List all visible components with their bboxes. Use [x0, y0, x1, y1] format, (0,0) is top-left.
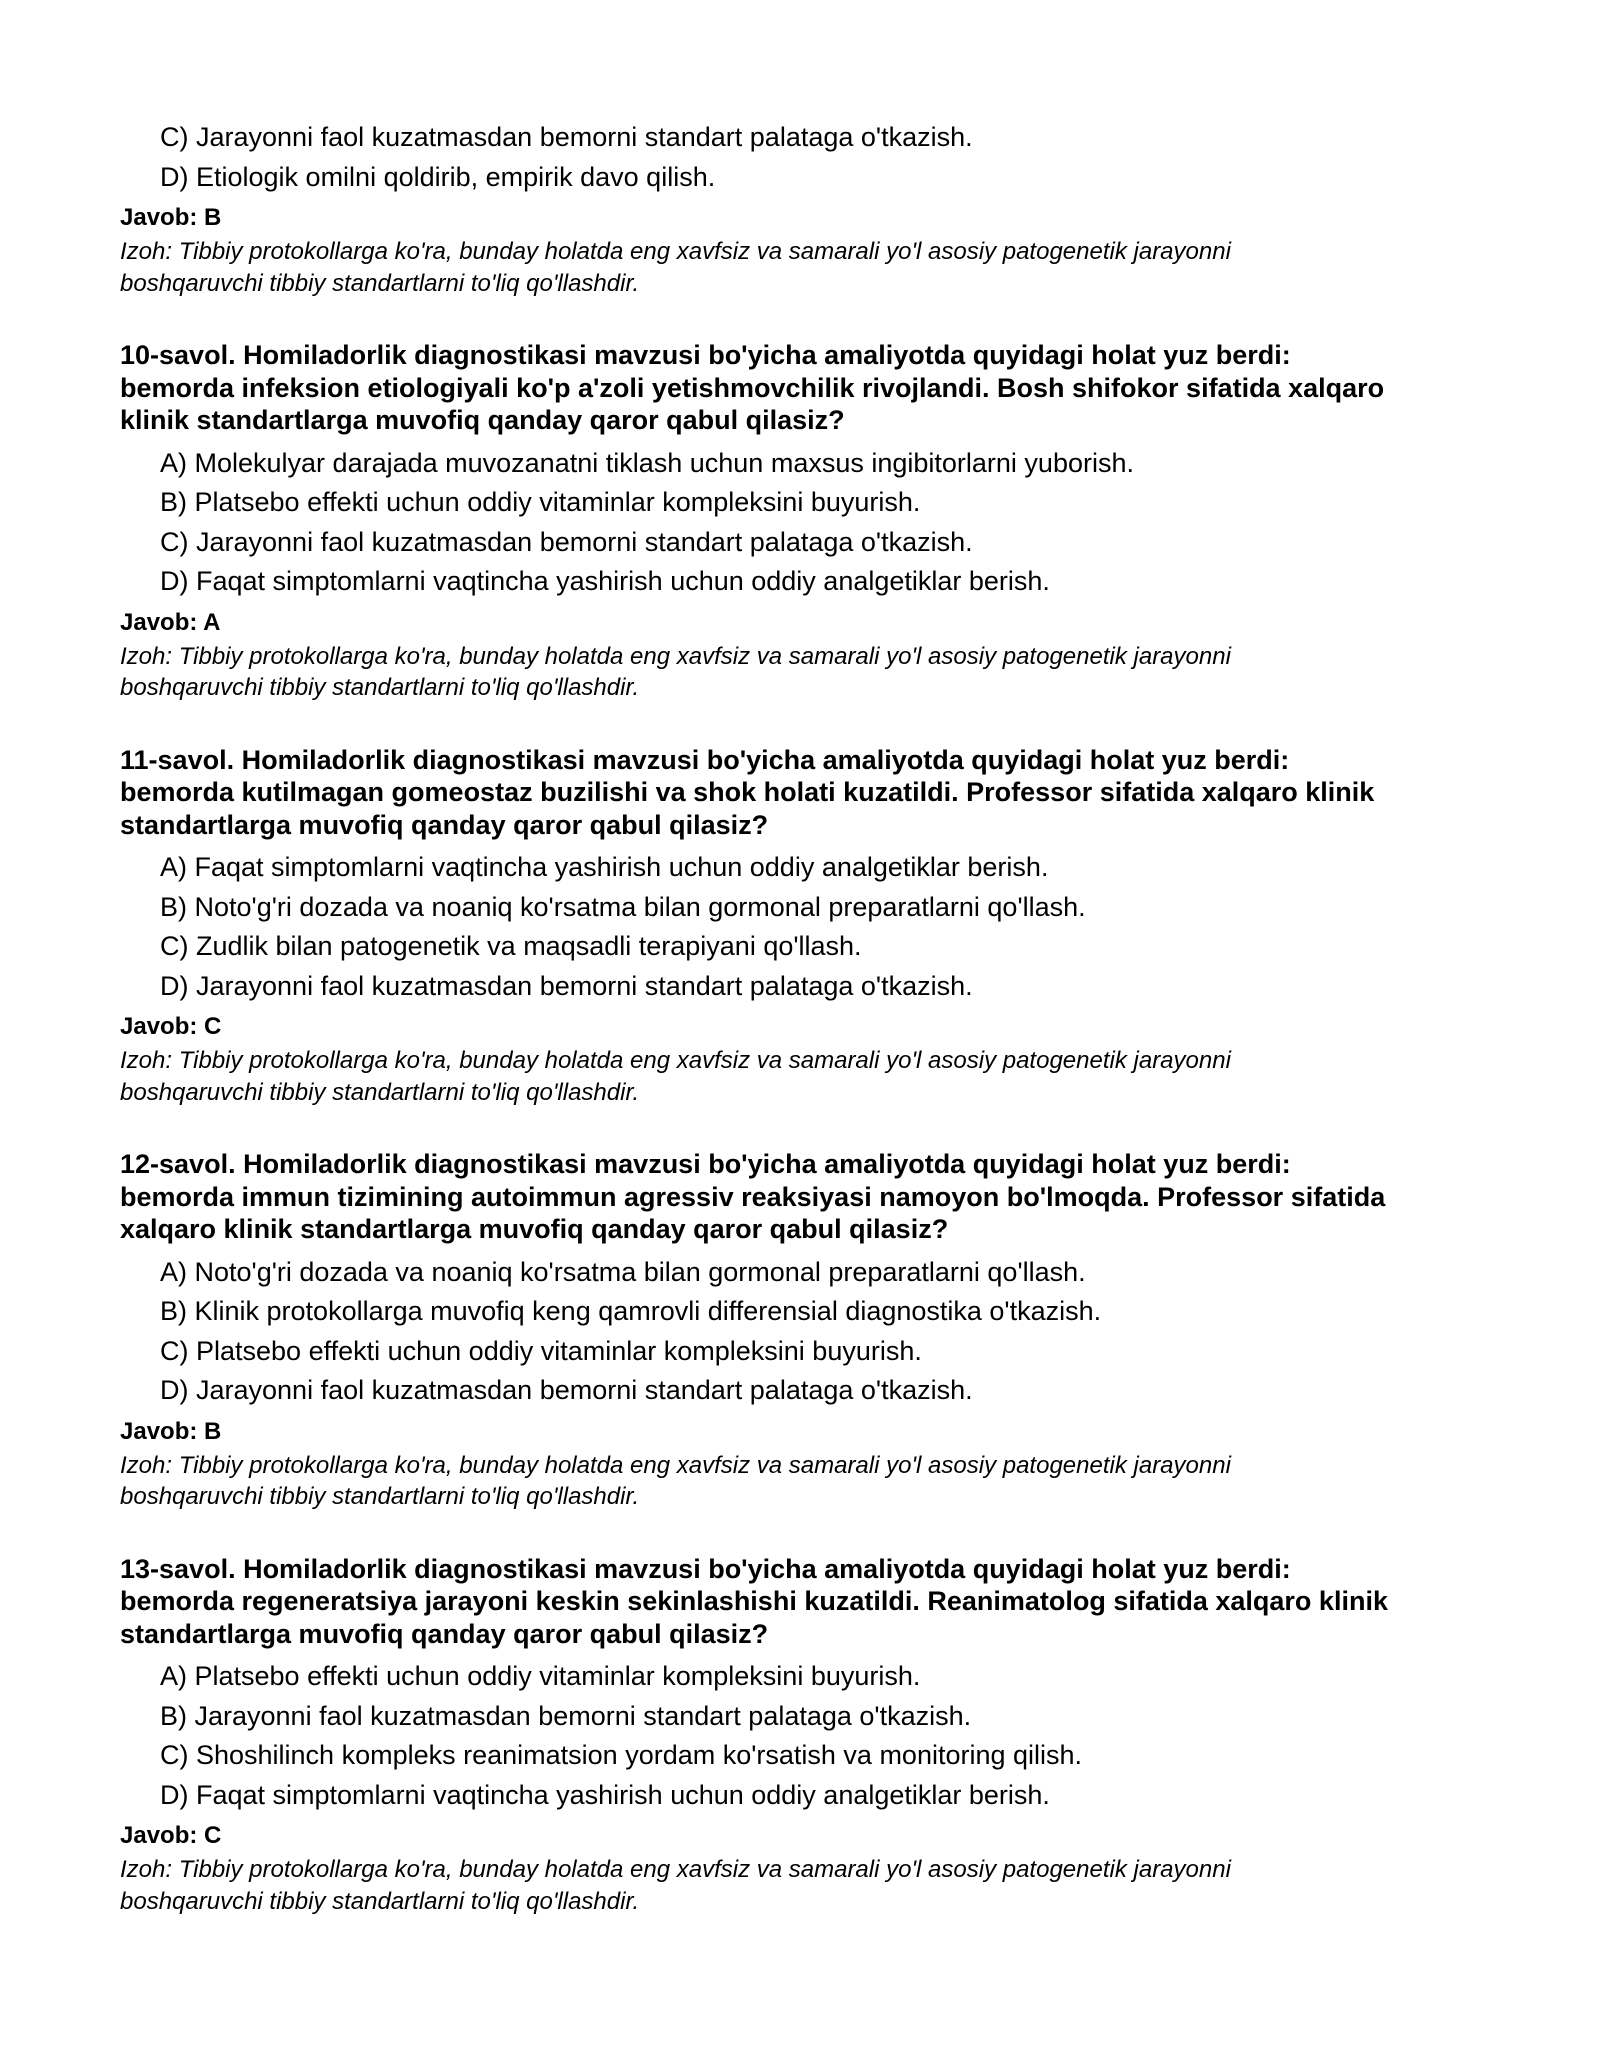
explanation-line: boshqaruvchi tibbiy standartlarni to'liq qo'llashdir.	[120, 1078, 640, 1106]
explanation-line: boshqaruvchi tibbiy standartlarni to'liq qo'llashdir.	[120, 1887, 640, 1915]
explanation	[120, 641, 1500, 704]
option-c: C) Zudlik bilan patogenetik va maqsadli terapiyani qo'llash.	[160, 931, 862, 961]
question-10	[120, 339, 1500, 704]
question-line: 12-savol. Homiladorlik diagnostikasi mavzusi bo'yicha amaliyotda quyidagi holat yuz berdi:	[120, 1149, 1291, 1179]
question-line: standartlarga muvofiq qanday qaror qabul qilasiz?	[120, 1618, 769, 1649]
answer: Javob: B	[120, 1417, 222, 1445]
option-c: C) Jarayonni faol kuzatmasdan bemorni standart palataga o'tkazish.	[160, 526, 973, 557]
explanation-line: boshqaruvchi tibbiy standartlarni to'liq qo'llashdir.	[120, 269, 640, 297]
option-b: B) Jarayonni faol kuzatmasdan bemorni standart palataga o'tkazish.	[160, 1700, 972, 1731]
question-line: xalqaro klinik standartlarga muvofiq qanday qaror qabul qilasiz?	[120, 1214, 949, 1244]
explanation	[120, 236, 1500, 299]
explanation-line: Izoh: Tibbiy protokollarga ko'ra, bunday holatda eng xavfsiz va samarali yo'l asosiy patogenetik jarayonni	[120, 642, 1231, 670]
explanation	[120, 1854, 1500, 1917]
explanation-line: Izoh: Tibbiy protokollarga ko'ra, bunday holatda eng xavfsiz va samarali yo'l asosiy patogenetik jarayonni	[120, 1451, 1231, 1479]
question-text	[120, 1148, 1500, 1246]
option-b: B) Platsebo effekti uchun oddiy vitaminlar kompleksini buyurish.	[160, 487, 921, 517]
option-d: D) Jarayonni faol kuzatmasdan bemorni standart palataga o'tkazish.	[160, 970, 973, 1001]
question-line: standartlarga muvofiq qanday qaror qabul qilasiz?	[120, 809, 769, 840]
option-a: A) Faqat simptomlarni vaqtincha yashirish uchun oddiy analgetiklar berish.	[160, 852, 1049, 882]
answer: Javob: C	[120, 1013, 222, 1040]
option-a: A) Noto'g'ri dozada va noaniq ko'rsatma bilan gormonal preparatlarni qo'llash.	[160, 1256, 1086, 1287]
option-d: D) Jarayonni faol kuzatmasdan bemorni standart palataga o'tkazish.	[160, 1375, 973, 1405]
answer: Javob: B	[120, 204, 222, 231]
question-11	[120, 744, 1500, 1109]
question-13	[120, 1553, 1500, 1918]
option-b: B) Klinik protokollarga muvofiq keng qamrovli differensial diagnostika o'tkazish.	[160, 1296, 1102, 1326]
option-a: A) Platsebo effekti uchun oddiy vitaminlar kompleksini buyurish.	[160, 1661, 921, 1691]
option-b: B) Noto'g'ri dozada va noaniq ko'rsatma bilan gormonal preparatlarni qo'llash.	[160, 891, 1086, 922]
question-line: bemorda kutilmagan gomeostaz buzilishi va shok holati kuzatildi. Professor sifatida xalqaro klinik	[120, 777, 1375, 807]
question-12	[120, 1148, 1500, 1513]
option-c: C) Jarayonni faol kuzatmasdan bemorni standart palataga o'tkazish.	[160, 122, 973, 152]
question-line: 13-savol. Homiladorlik diagnostikasi mavzusi bo'yicha amaliyotda quyidagi holat yuz berdi:	[120, 1553, 1291, 1584]
explanation-line: boshqaruvchi tibbiy standartlarni to'liq qo'llashdir.	[120, 674, 640, 701]
question-line: bemorda infeksion etiologiyali ko'p a'zoli yetishmovchilik rivojlandi. Bosh shifokor sifatida xalqaro	[120, 372, 1385, 403]
question-text	[120, 339, 1500, 437]
option-a: A) Molekulyar darajada muvozanatni tiklash uchun maxsus ingibitorlarni yuborish.	[160, 447, 1134, 478]
document-page	[120, 118, 1500, 1917]
question-line: 10-savol. Homiladorlik diagnostikasi mavzusi bo'yicha amaliyotda quyidagi holat yuz berdi:	[120, 340, 1291, 370]
question-line: bemorda regeneratsiya jarayoni keskin sekinlashishi kuzatildi. Reanimatolog sifatida xalqaro klinik	[120, 1586, 1388, 1616]
answer: Javob: C	[120, 1822, 222, 1849]
explanation-line: boshqaruvchi tibbiy standartlarni to'liq qo'llashdir.	[120, 1483, 640, 1510]
question-text	[120, 744, 1500, 842]
explanation	[120, 1045, 1500, 1108]
option-d: D) Etiologik omilni qoldirib, empirik davo qilish.	[160, 161, 716, 192]
option-d: D) Faqat simptomlarni vaqtincha yashirish uchun oddiy analgetiklar berish.	[160, 1779, 1050, 1810]
answer: Javob: A	[120, 608, 221, 636]
question-9-tail	[120, 118, 1500, 299]
question-line: 11-savol. Homiladorlik diagnostikasi mavzusi bo'yicha amaliyotda quyidagi holat yuz berdi:	[120, 744, 1290, 775]
explanation	[120, 1450, 1500, 1513]
question-line: klinik standartlarga muvofiq qanday qaror qabul qilasiz?	[120, 405, 845, 435]
option-d: D) Faqat simptomlarni vaqtincha yashirish uchun oddiy analgetiklar berish.	[160, 566, 1050, 596]
explanation-line: Izoh: Tibbiy protokollarga ko'ra, bunday holatda eng xavfsiz va samarali yo'l asosiy patogenetik jarayonni	[120, 1047, 1231, 1074]
explanation-line: Izoh: Tibbiy protokollarga ko'ra, bunday holatda eng xavfsiz va samarali yo'l asosiy patogenetik jarayonni	[120, 238, 1231, 265]
option-c: C) Shoshilinch kompleks reanimatsion yordam ko'rsatish va monitoring qilish.	[160, 1740, 1083, 1770]
option-c: C) Platsebo effekti uchun oddiy vitaminlar kompleksini buyurish.	[160, 1335, 922, 1366]
question-line: bemorda immun tizimining autoimmun agressiv reaksiyasi namoyon bo'lmoqda. Professor sifatida	[120, 1181, 1386, 1212]
question-text	[120, 1553, 1500, 1651]
explanation-line: Izoh: Tibbiy protokollarga ko'ra, bunday holatda eng xavfsiz va samarali yo'l asosiy patogenetik jarayonni	[120, 1856, 1231, 1883]
